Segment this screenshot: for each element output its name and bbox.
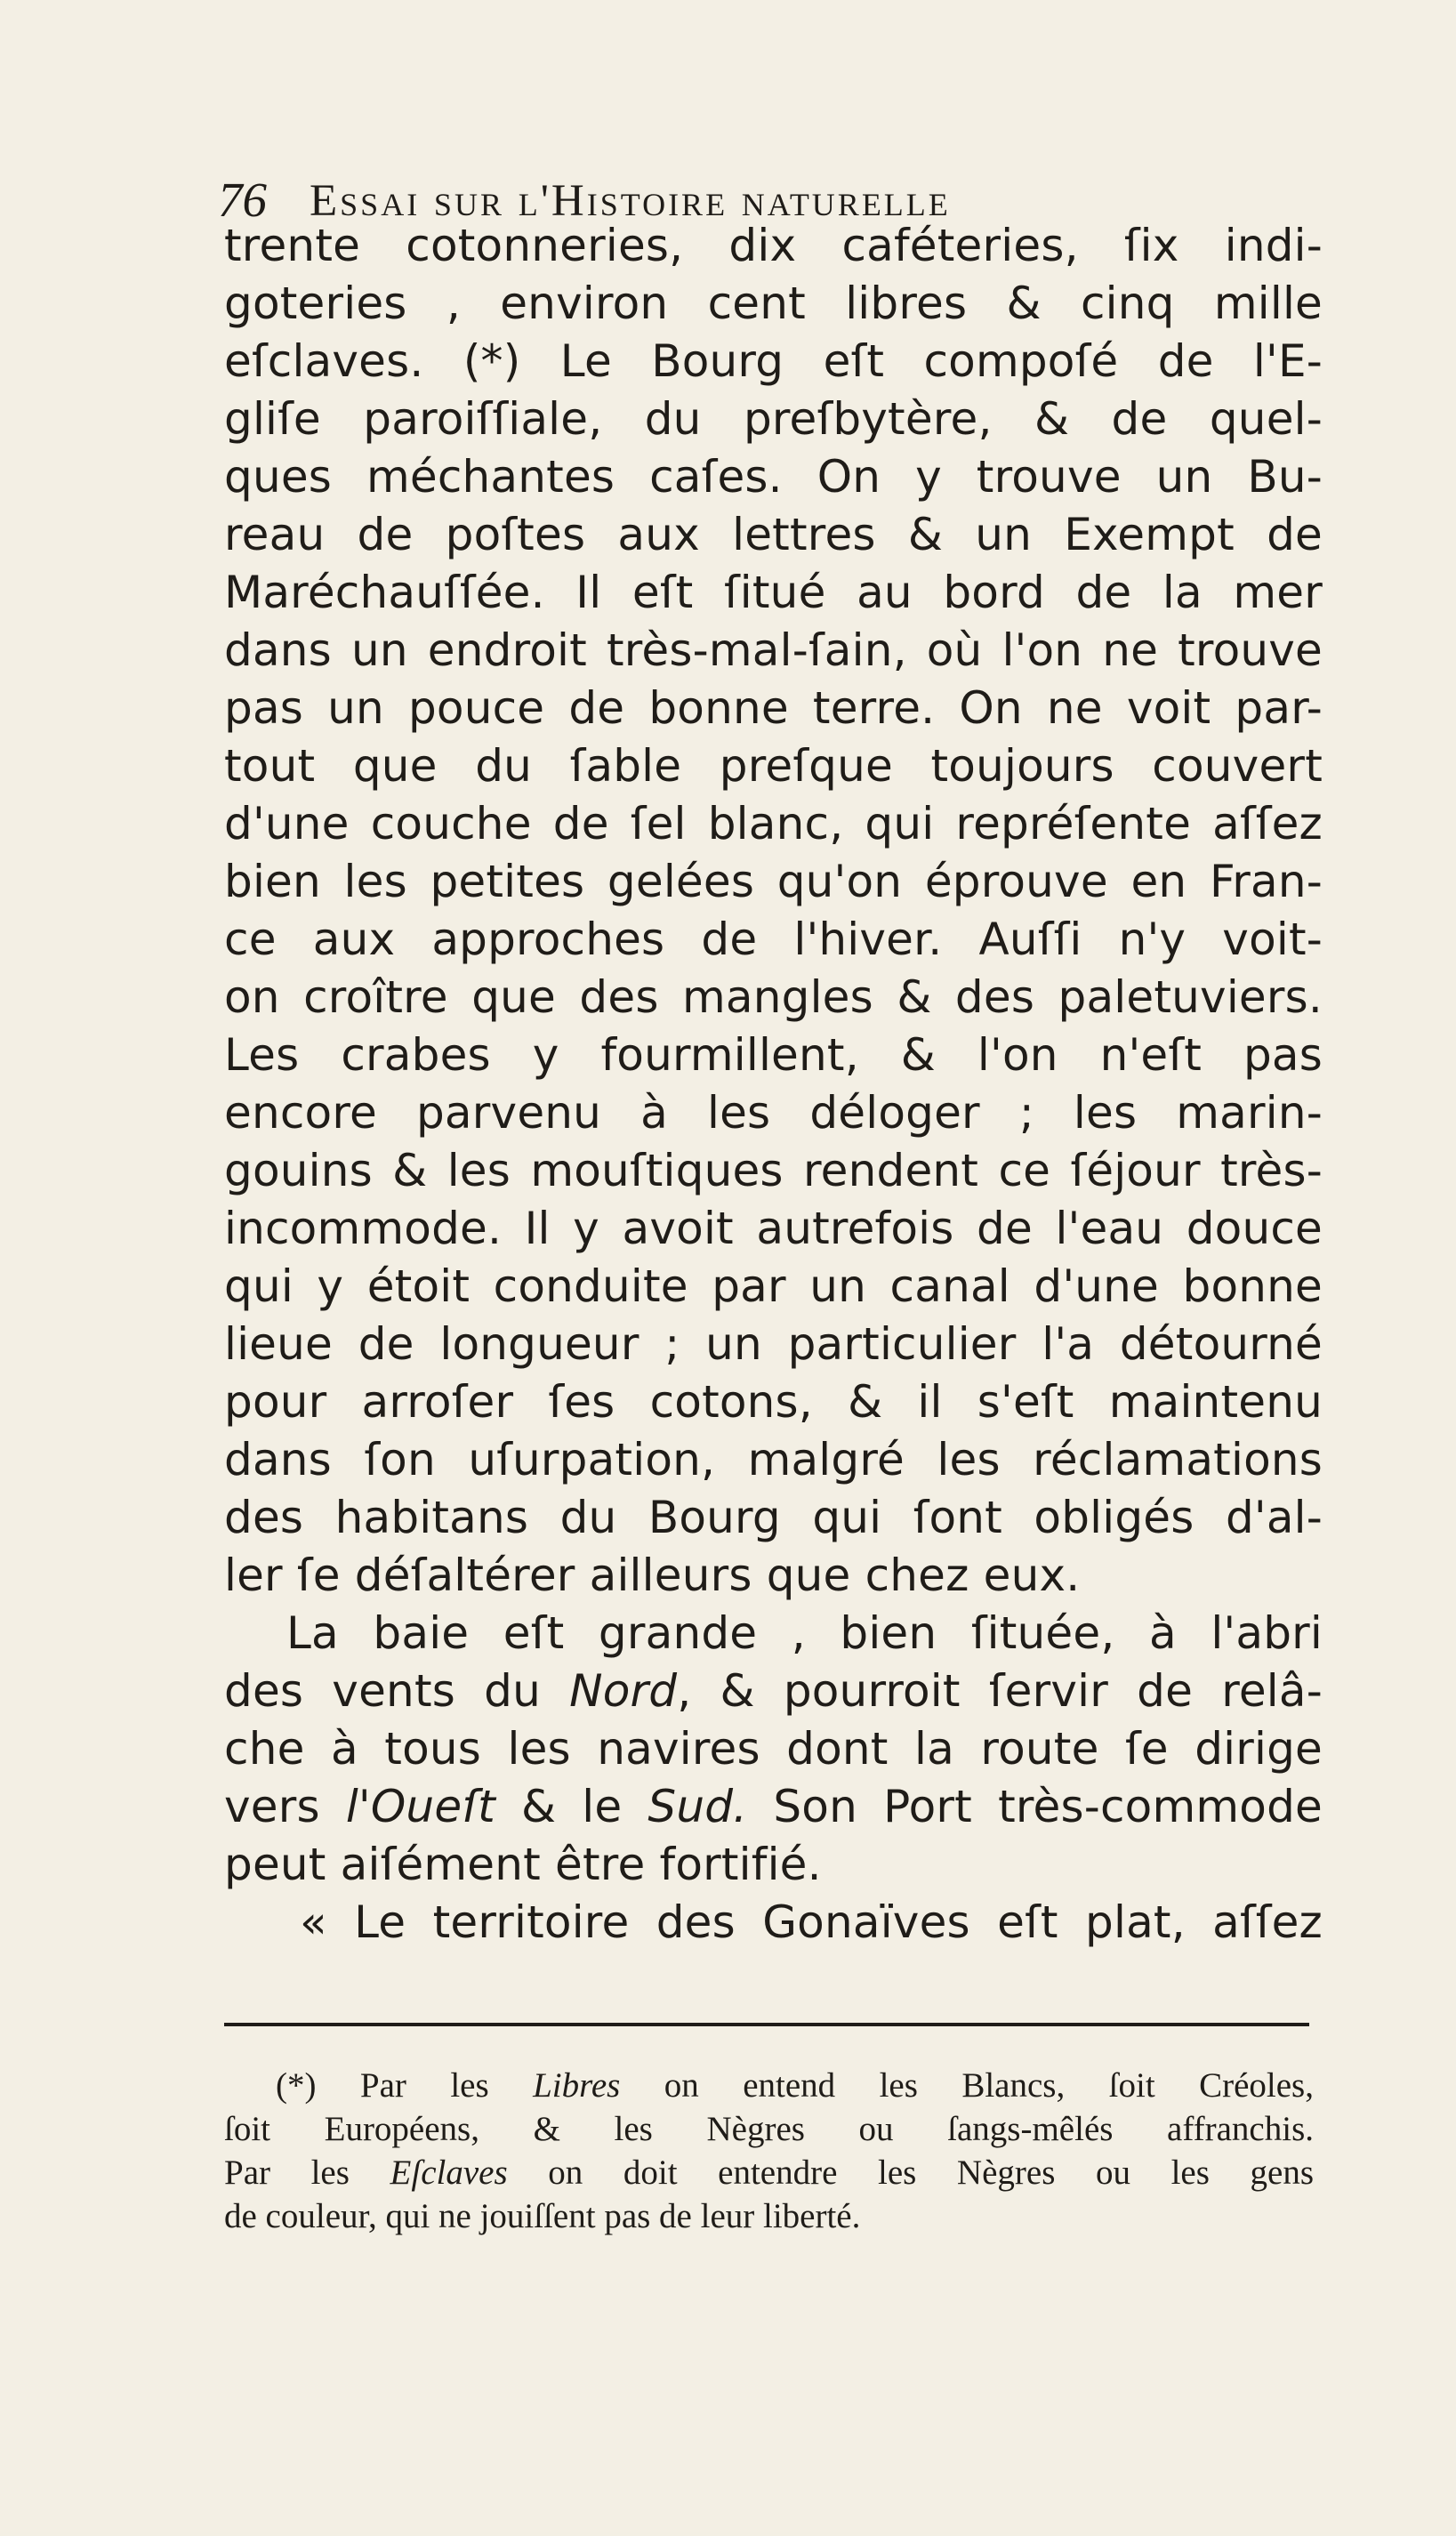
text-segment: des vents du [224, 1665, 570, 1717]
text-segment: & le [495, 1781, 648, 1832]
italic-text: l'Oueſt [345, 1781, 495, 1832]
text-segment: (*) Par les [276, 2066, 534, 2105]
text-line [224, 1778, 1323, 1836]
text-line: gouins & les mouſtiques rendent ce ſéjour très- [224, 1145, 1323, 1196]
text-line: pas un pouce de bonne terre. On ne voit par- [224, 682, 1323, 734]
text-line: qui y étoit conduite par un canal d'une bonne [224, 1260, 1323, 1312]
text-line: ler ſe déſaltérer ailleurs que chez eux. [224, 1550, 1081, 1601]
text-line: che à tous les navires dont la route ſe dirige [224, 1723, 1323, 1775]
text-line: gliſe paroiſſiale, du preſbytère, & de quel- [224, 393, 1323, 445]
text-line: reau de poſtes aux lettres & un Exempt de [224, 509, 1323, 560]
text-line: bien les petites gelées qu'on éprouve en Fran- [224, 856, 1323, 907]
page-number: 76 [218, 173, 267, 227]
text-line: Les crabes y fourmillent, & l'on n'eſt pas [224, 1029, 1323, 1081]
text-line: d'une couche de ſel blanc, qui repréſente aſſez [224, 798, 1323, 849]
footnote-line: ſoit Européens, & les Nègres ou ſangs-mêlés affranchis. [224, 2110, 1314, 2148]
text-segment: on entend les Blancs, ſoit Créoles, [620, 2066, 1314, 2105]
text-line: dans ſon uſurpation, malgré les réclamations [224, 1434, 1323, 1485]
text-line: encore parvenu à les déloger ; les marin- [224, 1087, 1323, 1139]
text-line [224, 1662, 1323, 1720]
page-header [218, 162, 1343, 227]
italic-text: Libres [533, 2066, 621, 2105]
text-line: goteries , environ cent libres & cinq mille [224, 278, 1323, 329]
text-line: des habitans du Bourg qui ſont obligés d'al- [224, 1492, 1323, 1543]
text-segment: Par les [224, 2154, 390, 2192]
text-line: on croître que des mangles & des paletuviers. [224, 971, 1323, 1023]
quote-line: « Le territoire des Gonaïves eſt plat, aſſez [300, 1896, 1323, 1948]
text-segment: , & pourroit ſervir de relâ- [677, 1665, 1323, 1717]
text-line: Maréchauſſée. Il eſt ſitué au bord de la mer [224, 567, 1323, 618]
footnote-divider [224, 2023, 1309, 2026]
text-line: tout que du ſable preſque toujours couvert [224, 740, 1323, 792]
text-line: incommode. Il y avoit autrefois de l'eau douce [224, 1203, 1323, 1254]
italic-text: Nord [569, 1665, 678, 1717]
text-line: ce aux approches de l'hiver. Auſſi n'y voit- [224, 914, 1323, 965]
text-line: pour arroſer ſes cotons, & il s'eſt maintenu [224, 1376, 1323, 1428]
text-segment: vers [224, 1781, 346, 1832]
running-head: Essai sur l'Histoire naturelle [310, 176, 951, 226]
text-line: eſclaves. (*) Le Bourg eſt compoſé de l'E- [224, 335, 1323, 387]
paragraph-start-line: La baie eſt grande , bien ſituée, à l'abri [286, 1607, 1323, 1659]
footnote-line [224, 2064, 1314, 2107]
italic-text: Eſclaves [390, 2154, 508, 2192]
main-text [224, 217, 1323, 1952]
footnote-line [224, 2151, 1314, 2194]
text-line: dans un endroit très-mal-ſain, où l'on ne trouve [224, 624, 1323, 676]
text-line: lieue de longueur ; un particulier l'a détourné [224, 1318, 1323, 1370]
text-segment: Son Port très-commode [747, 1781, 1323, 1832]
text-segment: on doit entendre les Nègres ou les gens [507, 2154, 1314, 2192]
text-line: peut aiſément être fortifié. [224, 1839, 822, 1890]
footnote [224, 2064, 1314, 2238]
footnote-line: de couleur, qui ne jouiſſent pas de leur liberté. [224, 2197, 861, 2235]
text-line: ques méchantes caſes. On y trouve un Bu- [224, 451, 1323, 503]
italic-text: Sud. [648, 1781, 748, 1832]
text-line: trente cotonneries, dix caféteries, ſix indi- [224, 220, 1323, 271]
